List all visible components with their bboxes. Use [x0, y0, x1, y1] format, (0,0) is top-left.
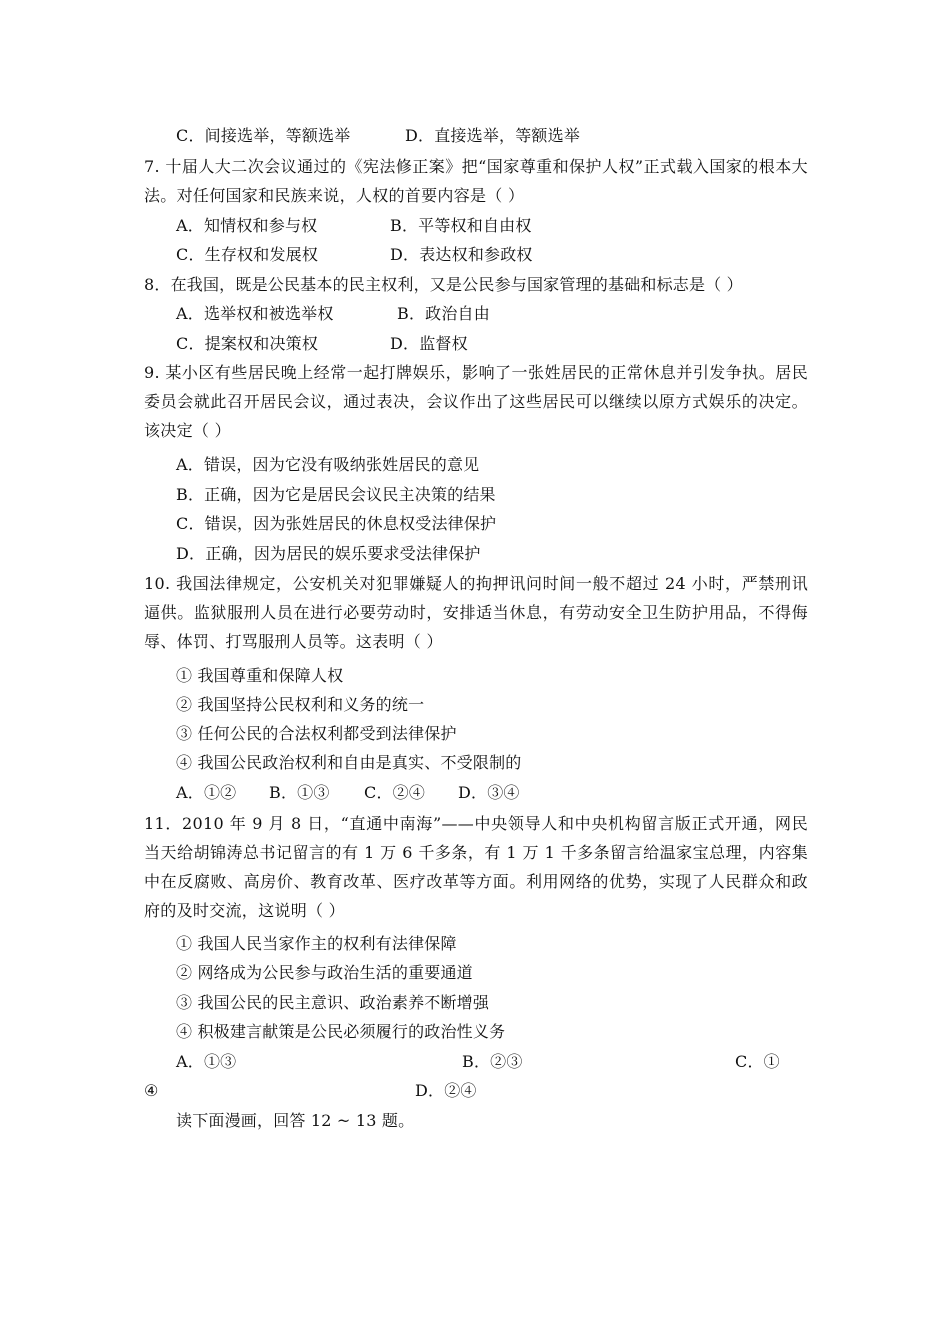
q10-option-d: D．③④	[458, 783, 520, 802]
q9-option-b: B．正确，因为它是居民会议民主决策的结果	[176, 485, 496, 504]
q8-option-a: A．选举权和被选举权	[176, 304, 334, 323]
q10-item-4: ④ 我国公民政治权利和自由是真实、不受限制的	[176, 753, 522, 772]
q11-item-4: ④ 积极建言献策是公民必须履行的政治性义务	[176, 1022, 506, 1041]
q11-item-3: ③ 我国公民的民主意识、政治素养不断增强	[176, 993, 490, 1012]
q8-stem: 8．在我国，既是公民基本的民主权利，又是公民参与国家管理的基础和标志是（ ）	[144, 275, 743, 294]
q7-stem: 7. 十届人大二次会议通过的《宪法修正案》把“国家尊重和保护人权”正式载入国家的根本大法。对任何国家和民族来说，人权的首要内容是（ ）	[144, 157, 808, 205]
comic-instruction: 读下面漫画，回答 12 ~ 13 题。	[176, 1111, 415, 1130]
q9-option-c: C．错误，因为张姓居民的休息权受法律保护	[176, 514, 497, 533]
q9-option-d: D．正确，因为居民的娱乐要求受法律保护	[176, 544, 481, 563]
q7-option-b: B．平等权和自由权	[390, 216, 532, 235]
q8-option-c: C．提案权和决策权	[176, 334, 319, 353]
q11-item-2: ② 网络成为公民参与政治生活的重要通道	[176, 963, 473, 982]
q11-option-b: B．②③	[462, 1052, 523, 1071]
q11-stem: 11．2010 年 9 月 8 日，“直通中南海”——中央领导人和中央机构留言版正式开通，网民当天给胡锦涛总书记留言的有 1 万 6 千多条，有 1 万 1 千多条留言给温家宝总理，内容集中在反腐败、高房价、教育改革、医疗改革等方面。利用网络的优势，实现了人民群众和政府的及时交流，这说明（ ）	[144, 814, 808, 920]
q9-option-a: A．错误，因为它没有吸纳张姓居民的意见	[176, 455, 480, 474]
q6-option-c: C．间接选举，等额选举	[176, 126, 351, 145]
q11-option-c: C．①	[735, 1052, 780, 1071]
q11-item-1: ① 我国人民当家作主的权利有法律保障	[176, 934, 457, 953]
q8-option-b: B．政治自由	[397, 304, 490, 323]
q10-item-1: ① 我国尊重和保障人权	[176, 666, 344, 685]
q10-option-a: A．①②	[176, 783, 237, 802]
q9-stem: 9. 某小区有些居民晚上经常一起打牌娱乐，影响了一张姓居民的正常休息并引发争执。居民委员会就此召开居民会议，通过表决，会议作出了这些居民可以继续以原方式娱乐的决定。该决定（ ）	[144, 363, 808, 440]
q11-option-a: A．①③	[176, 1052, 237, 1071]
q10-option-b: B．①③	[269, 783, 330, 802]
q7-option-d: D．表达权和参政权	[390, 245, 533, 264]
q10-stem: 10. 我国法律规定，公安机关对犯罪嫌疑人的拘押讯问时间一般不超过 24 小时，严禁刑讯逼供。监狱服刑人员在进行必要劳动时，安排适当休息，有劳动安全卫生防护用品，不得侮辱、体罚、打骂服刑人员等。这表明（ ）	[144, 574, 808, 651]
q10-item-3: ③ 任何公民的合法权利都受到法律保护	[176, 724, 457, 743]
q6-option-d: D．直接选举，等额选举	[405, 126, 581, 145]
q7-option-c: C．生存权和发展权	[176, 245, 319, 264]
q10-option-c: C．②④	[364, 783, 426, 802]
q11-option-d: D．②④	[415, 1081, 477, 1100]
q8-option-d: D．监督权	[390, 334, 468, 353]
q10-item-2: ② 我国坚持公民权利和义务的统一	[176, 695, 425, 714]
q11-option-c-continued: ④	[144, 1081, 159, 1100]
q7-option-a: A．知情权和参与权	[176, 216, 318, 235]
